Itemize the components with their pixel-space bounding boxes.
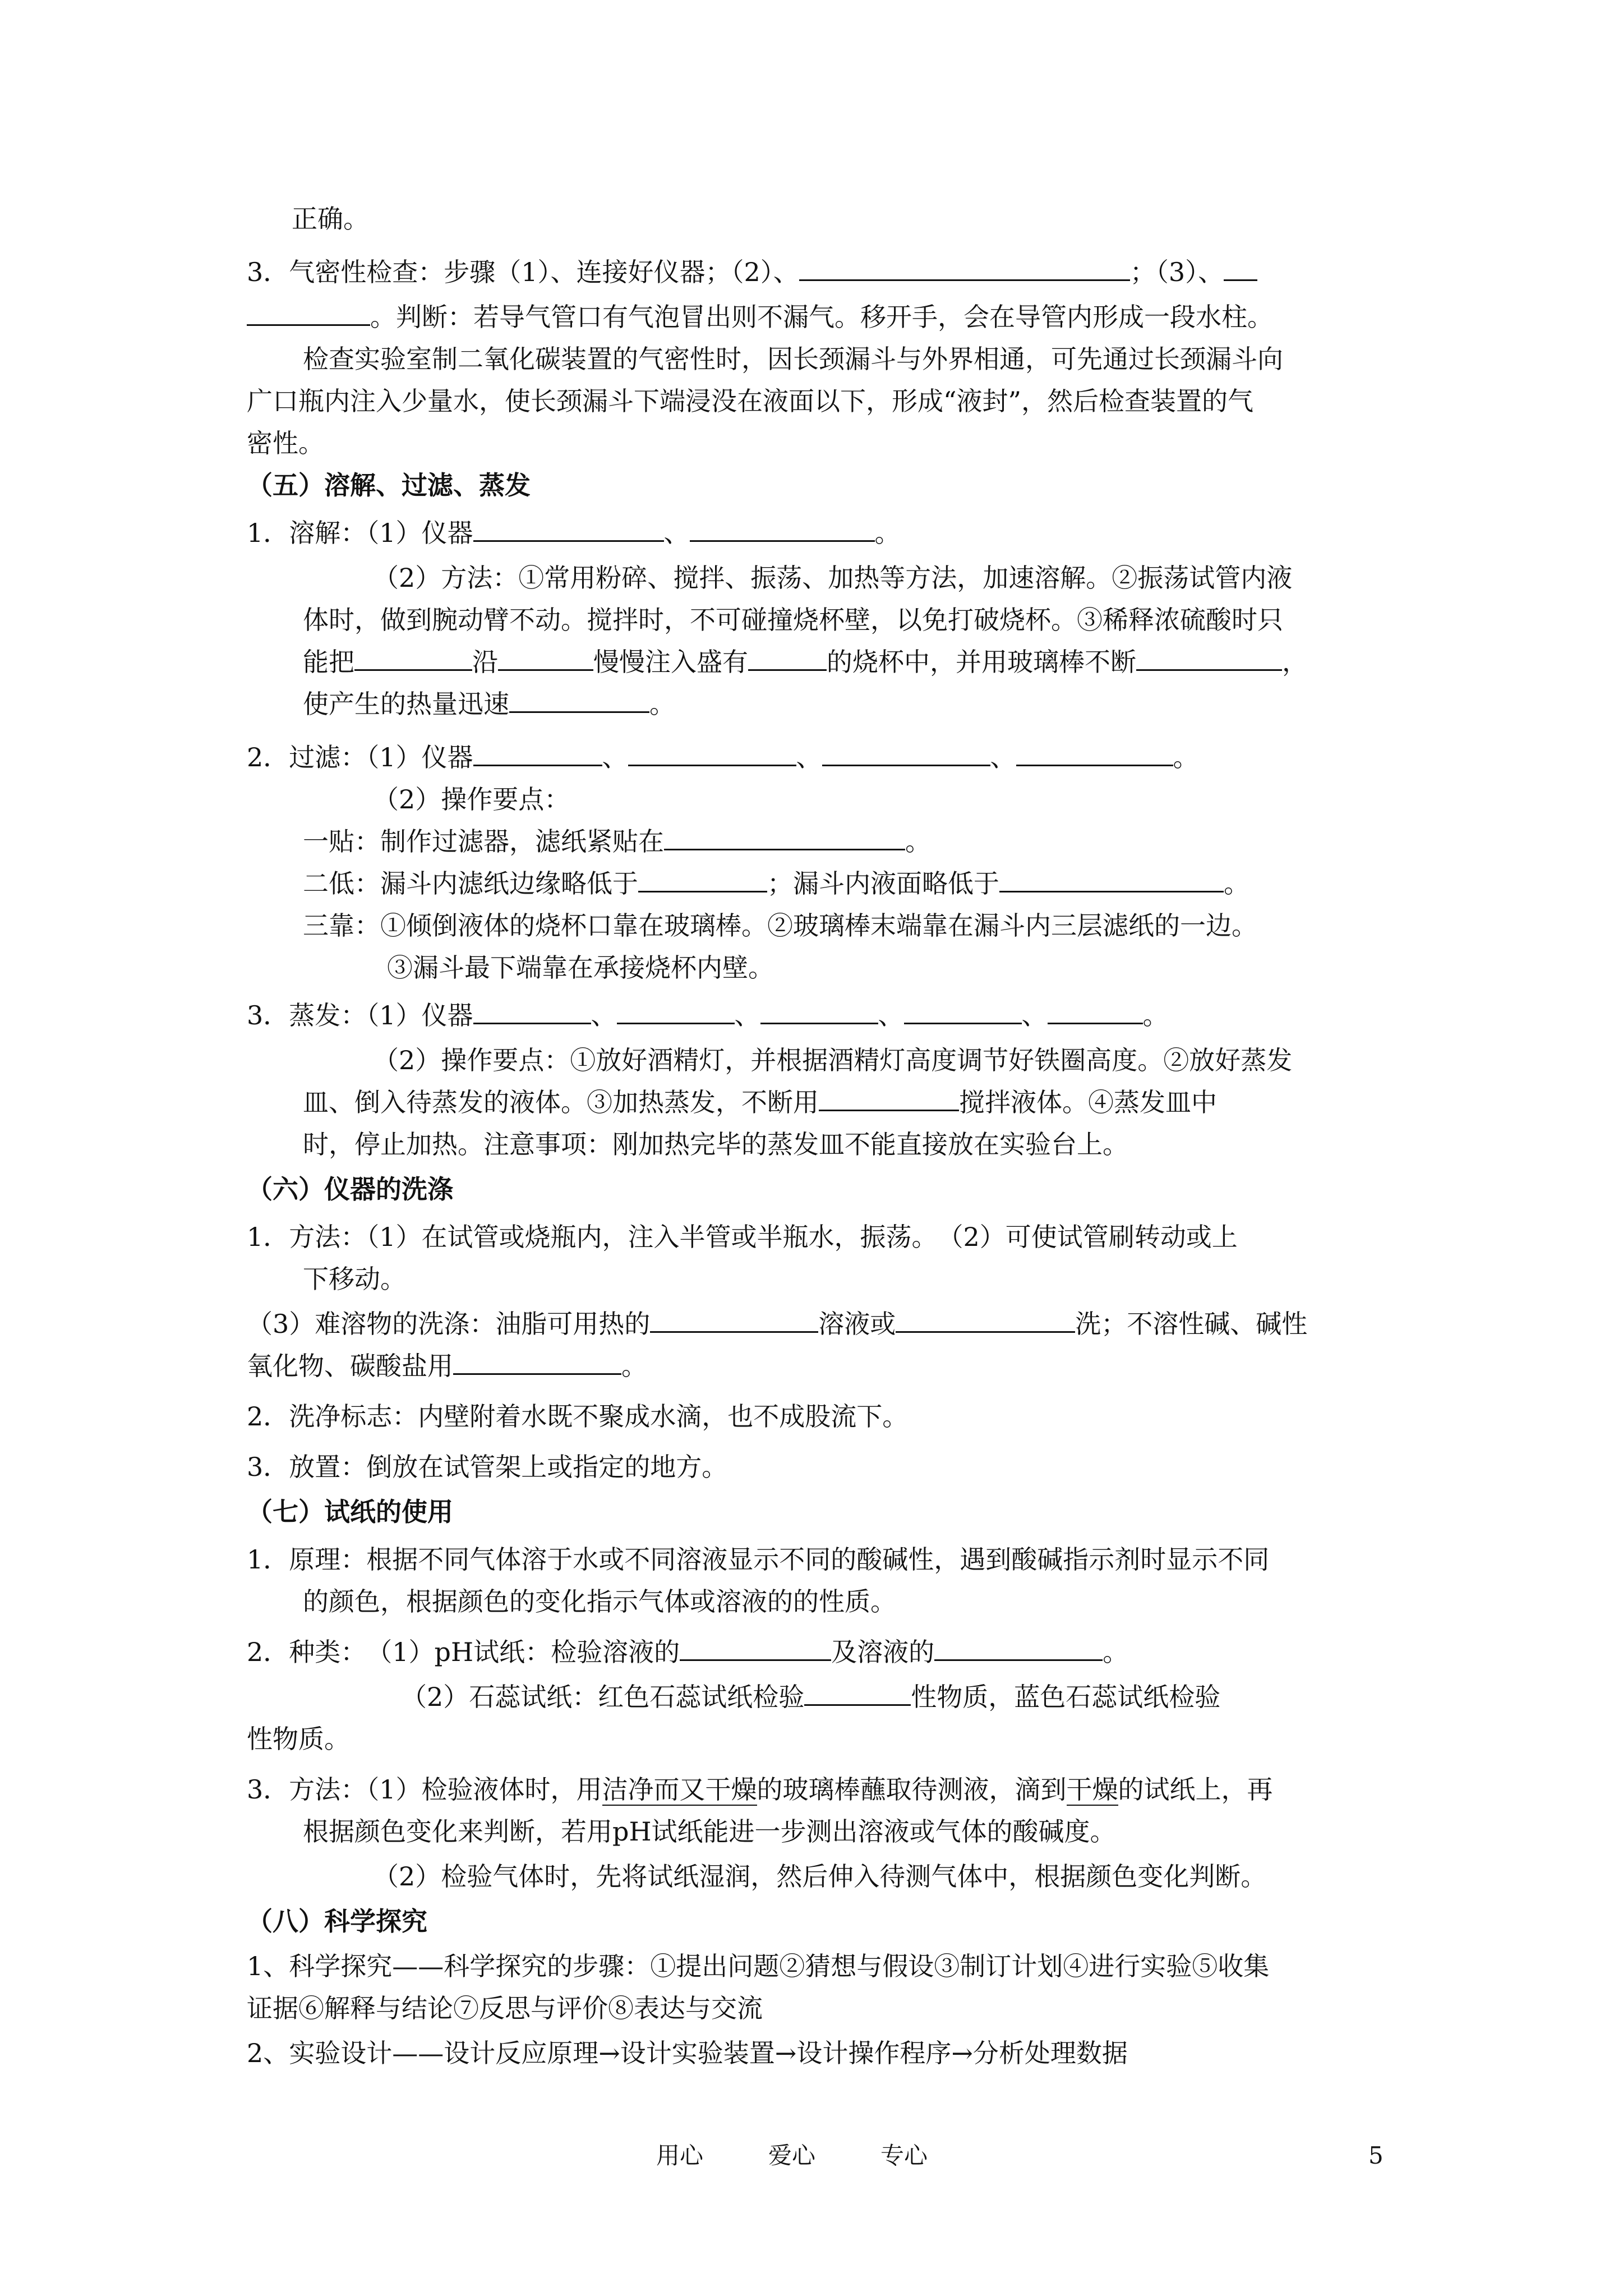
text-line: 性物质。 bbox=[247, 1724, 350, 1754]
text-line: （2）石蕊试纸：红色石蕊试纸检验 性物质，蓝色石蕊试纸检验 bbox=[401, 1682, 1221, 1712]
answer-blank[interactable] bbox=[680, 1636, 831, 1661]
text-line: 二低：漏斗内滤纸边缘略低于 ；漏斗内液面略低于 。 bbox=[303, 868, 1249, 899]
answer-blank[interactable] bbox=[1136, 646, 1282, 671]
answer-blank[interactable] bbox=[904, 999, 1022, 1024]
answer-blank[interactable] bbox=[799, 256, 1130, 281]
footer-motto: 专心 bbox=[880, 2142, 928, 2169]
answer-blank[interactable] bbox=[453, 1350, 621, 1375]
footer-motto: 用心 bbox=[656, 2142, 704, 2169]
text-line: 3．方法：（1）检验液体时，用洁净而又干燥的玻璃棒蘸取待测液，滴到干燥的试纸上，再 bbox=[247, 1774, 1273, 1805]
text-line: （2）操作要点： bbox=[373, 784, 570, 815]
answer-blank[interactable] bbox=[934, 1636, 1103, 1661]
text-line: 证据⑥解释与结论⑦反思与评价⑧表达与交流 bbox=[247, 1993, 763, 2023]
answer-blank[interactable] bbox=[617, 999, 735, 1024]
answer-blank[interactable] bbox=[473, 999, 591, 1024]
text-line: 体时，做到腕动臂不动。搅拌时，不可碰撞烧杯壁，以免打破烧杯。③稀释浓硫酸时只 bbox=[303, 605, 1283, 635]
text-line: 2、实验设计——设计反应原理→设计实验装置→设计操作程序→分析处理数据 bbox=[247, 2038, 1128, 2068]
answer-blank[interactable] bbox=[473, 517, 664, 542]
answer-blank[interactable] bbox=[638, 867, 767, 892]
answer-blank[interactable] bbox=[664, 825, 905, 850]
text-line: 3．放置：倒放在试管架上或指定的地方。 bbox=[247, 1452, 728, 1482]
text-line: 正确。 bbox=[292, 204, 369, 234]
answer-blank[interactable] bbox=[999, 867, 1224, 892]
text-line: （3）难溶物的洗涤：油脂可用热的 溶液或 洗；不溶性碱、碱性 bbox=[247, 1309, 1308, 1339]
text-line: 。判断：若导气管口有气泡冒出则不漏气。移开手，会在导管内形成一段水柱。 bbox=[247, 300, 1273, 334]
text-line: （2）方法：①常用粉碎、搅拌、振荡、加热等方法，加速溶解。②振荡试管内液 bbox=[373, 563, 1293, 593]
answer-blank[interactable] bbox=[822, 741, 990, 766]
answer-blank[interactable] bbox=[354, 646, 472, 671]
answer-blank[interactable] bbox=[473, 741, 602, 766]
answer-blank[interactable] bbox=[509, 688, 649, 713]
text-line: 氧化物、碳酸盐用 。 bbox=[247, 1351, 647, 1381]
text-line: 3．蒸发：（1）仪器 、 、 、 、 。 bbox=[247, 1000, 1169, 1030]
text-line: 使产生的热量迅速 。 bbox=[303, 689, 675, 719]
text-line: 广口瓶内注入少量水，使长颈漏斗下端浸没在液面以下，形成“液封”，然后检查装置的气 bbox=[247, 386, 1254, 416]
text-line: 3．气密性检查：步骤（1）、连接好仪器；（2）、 ；（3）、 bbox=[247, 255, 1257, 289]
answer-blank[interactable] bbox=[247, 301, 370, 326]
text-line: 1．方法：（1）在试管或烧瓶内，注入半管或半瓶水，振荡。 （2）可使试管刷转动或上 bbox=[247, 1222, 1238, 1252]
text-line: 检查实验室制二氧化碳装置的气密性时，因长颈漏斗与外界相通，可先通过长颈漏斗向 bbox=[303, 344, 1283, 374]
footer-motto: 爱心 bbox=[768, 2142, 816, 2169]
answer-blank[interactable] bbox=[690, 517, 875, 542]
text-line: 能把 沿 慢慢注入盛有 的烧杯中，并用玻璃棒不断 ， bbox=[303, 647, 1308, 677]
answer-blank[interactable] bbox=[498, 646, 593, 671]
text-line: 时，停止加热。注意事项：刚加热完毕的蒸发皿不能直接放在实验台上。 bbox=[303, 1129, 1128, 1159]
text-line: （2）操作要点：①放好酒精灯，并根据酒精灯高度调节好铁圈高度。②放好蒸发 bbox=[373, 1045, 1293, 1075]
text-line: 的颜色，根据颜色的变化指示气体或溶液的的性质。 bbox=[303, 1586, 896, 1617]
answer-blank[interactable] bbox=[628, 741, 796, 766]
text-line: 2．洗净标志：内壁附着水既不聚成水滴，也不成股流下。 bbox=[247, 1401, 909, 1432]
text-line: 根据颜色变化来判断，若用pH试纸能进一步测出溶液或气体的酸碱度。 bbox=[303, 1816, 1116, 1847]
section-heading: （七）试纸的使用 bbox=[247, 1497, 453, 1527]
answer-blank[interactable] bbox=[896, 1308, 1075, 1333]
text-line: 2．过滤：（1）仪器 、 、 、 。 bbox=[247, 742, 1199, 772]
text-line: （2）检验气体时，先将试纸湿润，然后伸入待测气体中，根据颜色变化判断。 bbox=[373, 1861, 1267, 1892]
answer-blank[interactable] bbox=[804, 1681, 911, 1706]
section-heading: （八）科学探究 bbox=[247, 1906, 427, 1936]
text-line: 密性。 bbox=[247, 428, 324, 458]
answer-blank[interactable] bbox=[1016, 741, 1173, 766]
answer-blank[interactable] bbox=[748, 646, 827, 671]
section-heading: （六）仪器的洗涤 bbox=[247, 1174, 453, 1204]
text-line: 1、科学探究——科学探究的步骤：①提出问题②猜想与假设③制订计划④进行实验⑤收集 bbox=[247, 1951, 1270, 1981]
answer-blank[interactable] bbox=[819, 1086, 959, 1111]
answer-blank[interactable] bbox=[1224, 256, 1257, 281]
text-line: ③漏斗最下端靠在承接烧杯内壁。 bbox=[387, 953, 774, 983]
text-line: 一贴：制作过滤器，滤纸紧贴在 。 bbox=[303, 826, 931, 857]
text-line: 1．原理：根据不同气体溶于水或不同溶液显示不同的酸碱性，遇到酸碱指示剂时显示不同 bbox=[247, 1544, 1270, 1575]
answer-blank[interactable] bbox=[760, 999, 878, 1024]
section-heading: （五）溶解、过滤、蒸发 bbox=[247, 470, 531, 500]
answer-blank[interactable] bbox=[1048, 999, 1143, 1024]
page-number: 5 bbox=[1368, 2142, 1384, 2169]
text-line: 下移动。 bbox=[303, 1264, 406, 1294]
text-line: 1．溶解：（1）仪器 、 。 bbox=[247, 518, 901, 548]
text-line: 2．种类： （1）pH试纸：检验溶液的 及溶液的 。 bbox=[247, 1637, 1129, 1667]
answer-blank[interactable] bbox=[650, 1308, 818, 1333]
text-line: 皿、倒入待蒸发的液体。③加热蒸发，不断用 搅拌液体。④蒸发皿中 bbox=[303, 1087, 1217, 1117]
text-line: 三靠：①倾倒液体的烧杯口靠在玻璃棒。②玻璃棒末端靠在漏斗内三层滤纸的一边。 bbox=[303, 910, 1257, 941]
